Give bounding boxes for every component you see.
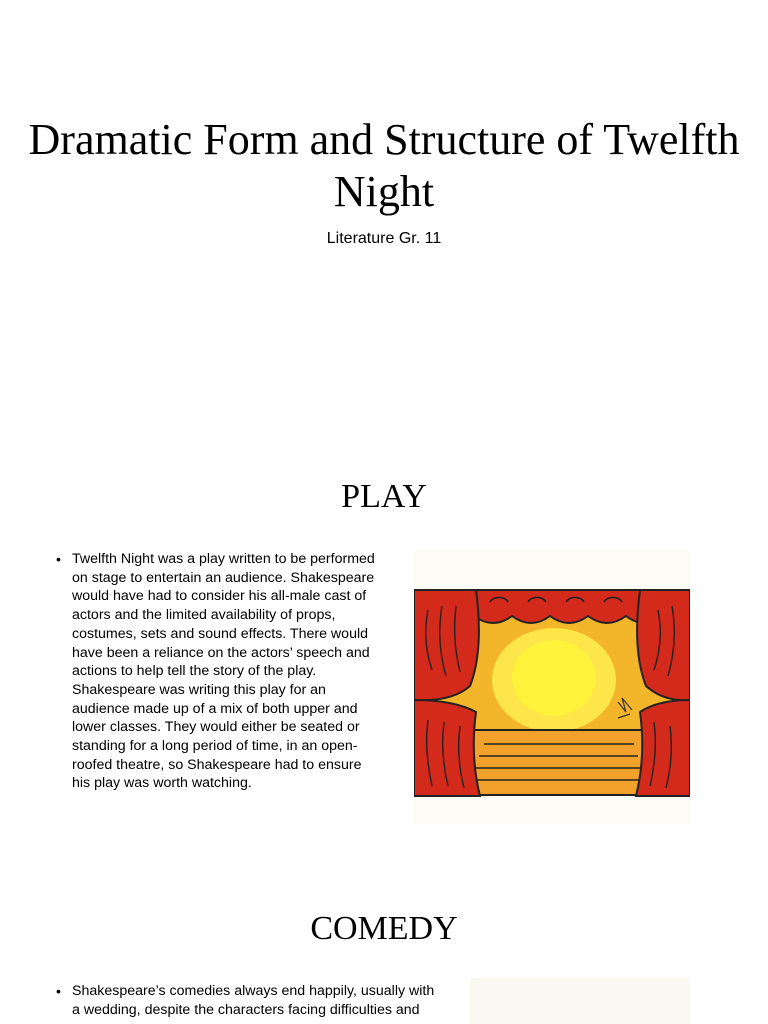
bullet-icon: •	[56, 983, 61, 999]
slide-heading: PLAY	[341, 478, 427, 515]
slide-heading: COMEDY	[310, 910, 458, 947]
theatre-stage-icon	[414, 550, 690, 824]
slide-image-placeholder	[470, 978, 690, 1024]
bullet-icon: •	[56, 551, 61, 567]
bullet-text: Twelfth Night was a play written to be performed on stage to entertain an audience. Shakespeare would have had to consider his all-male cast of actors and the limited availability of props, costumes, sets and sound effects. There would have been a reliance on the actors’ speech and actions to help tell the story of the play. Shakespeare was writing this play for an audience made up of a mix of both upper and lower classes. They would either be seated or standing for a long period of time, in an open-roofed theatre, so Shakespeare had to ensure his play was worth watching.	[72, 551, 375, 792]
title-slide	[0, 0, 768, 432]
play-slide	[0, 432, 768, 864]
bullet-list	[56, 982, 436, 1019]
comedy-slide	[0, 864, 768, 1024]
slide-title: Dramatic Form and Structure of Twelfth Night	[28, 115, 740, 216]
bullet-list	[56, 550, 382, 793]
slide-subtitle: Literature Gr. 11	[326, 230, 442, 247]
bullet-text: Shakespeare’s comedies always end happily, usually with a wedding, despite the characters facing difficulties and	[72, 983, 435, 1018]
